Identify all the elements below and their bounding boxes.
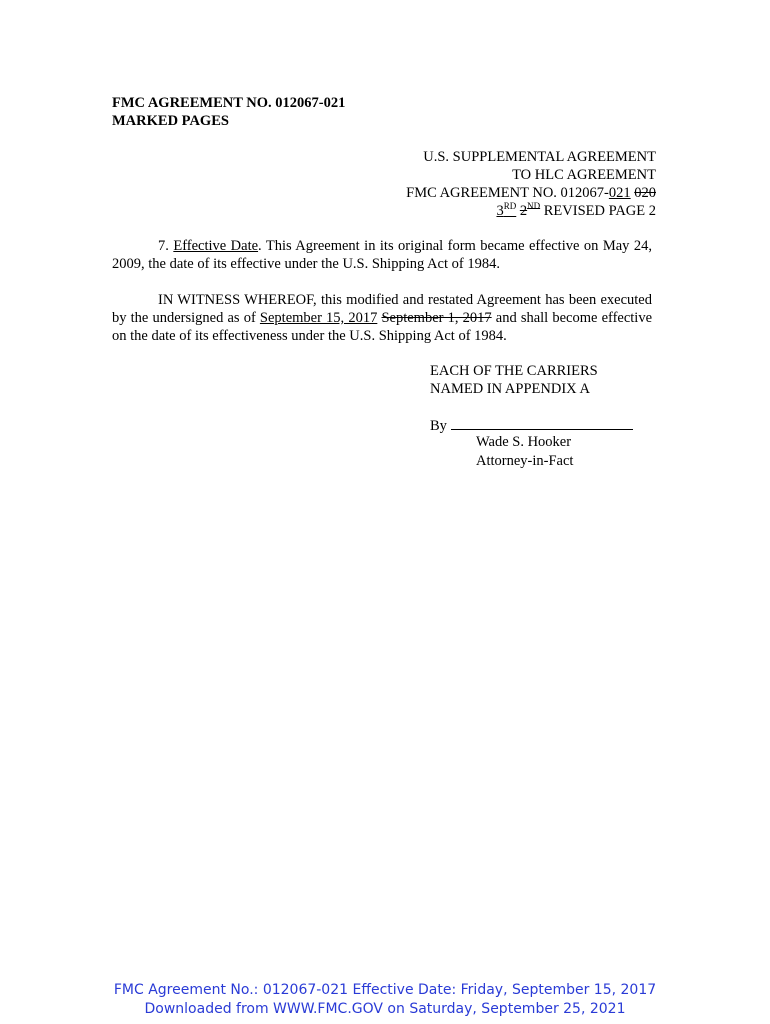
revision-old-suffix: ND	[527, 201, 541, 211]
signature-by-label: By	[430, 418, 447, 434]
section-7-text: . This Agreement in its original form became effective on May 24, 2009, the date of its effective under the U.S. Shipping Act of 1984.	[112, 238, 652, 272]
revision-old-number: 2	[519, 203, 528, 219]
agreement-new-number: 021	[608, 185, 631, 201]
document-subtitle: MARKED PAGES	[112, 113, 229, 129]
page-ref-revision-line	[406, 202, 656, 220]
revision-suffix: REVISED PAGE 2	[543, 203, 656, 219]
section-7-paragraph	[112, 237, 652, 273]
signature-carriers-line1: EACH OF THE CARRIERS	[430, 363, 598, 379]
signature-blank-line	[451, 416, 633, 430]
signatory-name: Wade S. Hooker	[476, 434, 572, 450]
agreement-old-number: 020	[634, 185, 656, 201]
section-7-title: Effective Date	[173, 238, 259, 254]
witness-old-date: September 1, 2017	[381, 310, 492, 326]
revision-new	[496, 203, 516, 219]
witness-text-part2: and shall become effective on the date of its effectiveness under the U.S. Shipping Act of 1984.	[112, 310, 653, 344]
witness-paragraph	[112, 291, 652, 345]
revision-new-number: 3	[496, 203, 504, 219]
revision-old	[520, 203, 540, 219]
signature-carriers-line2: NAMED IN APPENDIX A	[430, 381, 590, 397]
section-7-number: 7.	[158, 238, 169, 254]
page-reference-block	[406, 148, 656, 220]
page-ref-line2: TO HLC AGREEMENT	[512, 167, 656, 183]
footer-agreement-line: FMC Agreement No.: 012067-021 Effective Date: Friday, September 15, 2017	[113, 982, 657, 998]
agreement-prefix: FMC AGREEMENT NO. 012067-	[406, 185, 609, 201]
page-ref-agreement-line	[406, 184, 656, 202]
document-title: FMC AGREEMENT NO. 012067-021	[112, 95, 346, 111]
footer-download-line: Downloaded from WWW.FMC.GOV on Saturday, September 25, 2021	[144, 1001, 626, 1017]
revision-new-suffix: RD	[503, 201, 517, 211]
witness-text-part1: IN WITNESS WHEREOF, this modified and restated Agreement has been executed by the undersigned as of	[112, 292, 652, 326]
signatory-title: Attorney-in-Fact	[476, 453, 574, 469]
witness-new-date: September 15, 2017	[259, 310, 378, 326]
page-ref-line1: U.S. SUPPLEMENTAL AGREEMENT	[423, 149, 656, 165]
